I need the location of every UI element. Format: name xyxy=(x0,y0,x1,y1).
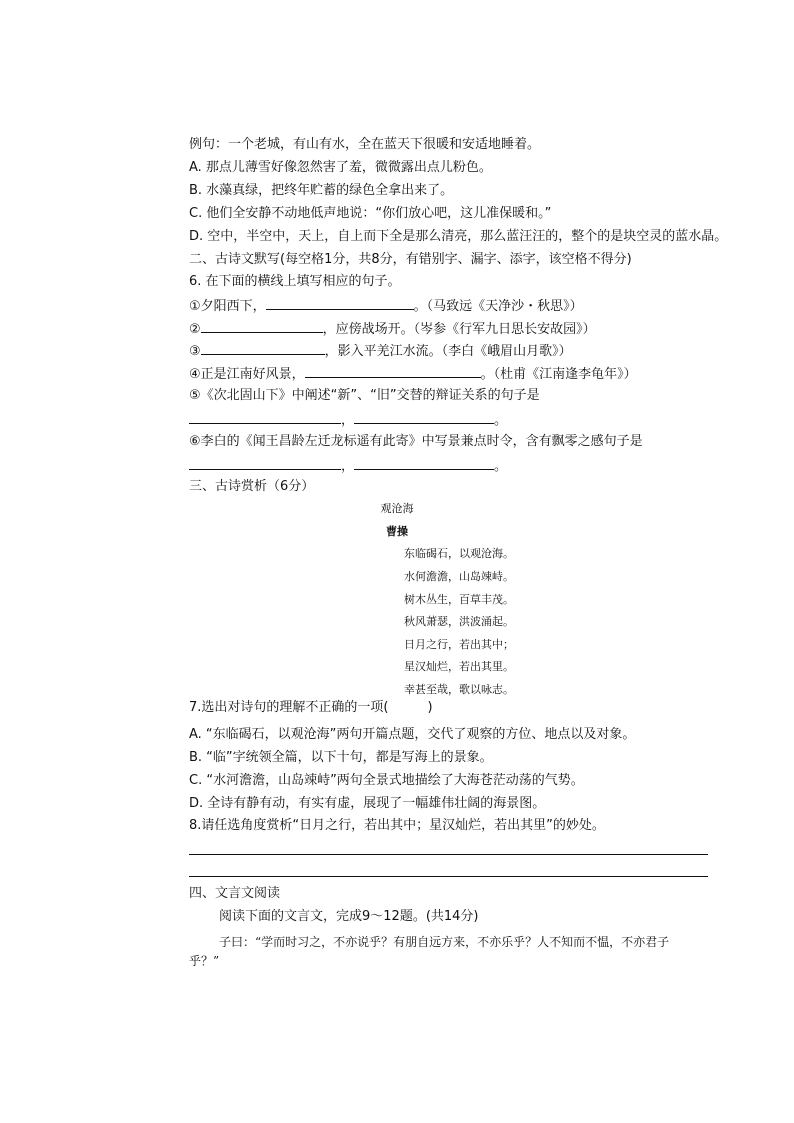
example-option-a: A. 那点儿薄雪好像忽然害了羞，微微露出点儿粉色。 xyxy=(189,160,492,175)
example-option-c: C. 他们全安静不动地低声地说：“你们放心吧，这儿准保暖和。” xyxy=(189,206,552,221)
answer-blank[interactable] xyxy=(354,410,494,424)
section3-title: 三、古诗赏析（6分） xyxy=(189,479,315,494)
fill-item-3 xyxy=(189,341,572,361)
poem-line: 星汉灿烂，若出其里。 xyxy=(404,660,514,673)
fill-item-5-blanks xyxy=(189,410,507,430)
answer-blank[interactable] xyxy=(305,364,481,378)
fill-item-2-post: ，应傍战场开。（岑参《行军九日思长安故园》） xyxy=(322,322,596,337)
fill-item-4-post: 。（杜甫《江南逢李龟年》） xyxy=(480,367,637,382)
example-option-b: B. 水藻真绿，把终年贮蓄的绿色全拿出来了。 xyxy=(189,183,454,198)
q7-option-c: C. “水河澹澹，山岛竦峙”两句全景式地描绘了大海苍茫动荡的气势。 xyxy=(189,773,584,788)
question-8: 8.请任选角度赏析“日月之行，若出其中；星汉灿烂，若出其里”的妙处。 xyxy=(189,818,605,833)
q7-option-a: A. “东临碣石，以观沧海”两句开篇点题，交代了观察的方位、地点以及对象。 xyxy=(189,727,636,742)
q7-option-b: B. “临”字统领全篇，以下十句，都是写海上的景象。 xyxy=(189,750,493,765)
fill-item-4-pre: ④正是江南好风景， xyxy=(189,367,305,382)
classical-text-line: 子曰：“学而时习之，不亦说乎？有朋自远方来，不亦乐乎？人不知而不愠，不亦君子 xyxy=(219,935,670,949)
example-option-d: D. 空中，半空中，天上，自上而下全是那么清亮，那么蓝汪汪的，整个的是块空灵的蓝水晶。 xyxy=(189,229,728,244)
fill-item-6-prompt: ⑥李白的《闻王昌龄左迁龙标遥有此寄》中写景兼点时令，含有飘零之感句子是 xyxy=(189,434,643,449)
poem-line: 日月之行，若出其中； xyxy=(404,638,514,651)
q7-option-d: D. 全诗有静有动，有实有虚，展现了一幅雄伟壮阔的海景图。 xyxy=(189,796,546,811)
fill-item-5-prompt: ⑤《次北固山下》中阐述“新”、“旧”交替的辩证关系的句子是 xyxy=(189,388,540,403)
answer-blank[interactable] xyxy=(266,296,414,310)
poem-author: 曹操 xyxy=(386,525,408,538)
answer-blank[interactable] xyxy=(201,319,323,333)
poem-line: 秋风萧瑟，洪波涌起。 xyxy=(404,615,514,628)
period: 。 xyxy=(494,459,508,474)
fill-item-1 xyxy=(189,296,583,316)
poem-line: 树木丛生，百草丰茂。 xyxy=(404,593,514,606)
fill-item-4 xyxy=(189,364,637,384)
example-intro: 例句：一个老城，有山有水，全在蓝天下很暖和安适地睡着。 xyxy=(189,137,541,152)
poem-line: 东临碣石，以观沧海。 xyxy=(404,547,514,560)
fill-item-1-pre: ①夕阳西下， xyxy=(189,299,266,314)
fill-item-6-blanks xyxy=(189,456,507,476)
answer-blank[interactable] xyxy=(189,410,341,424)
fill-item-2-pre: ② xyxy=(189,322,201,337)
question-6: 6. 在下面的横线上填写相应的句子。 xyxy=(189,274,401,289)
fill-item-3-pre: ③ xyxy=(189,344,201,359)
period: 。 xyxy=(494,413,508,428)
answer-line[interactable] xyxy=(189,876,708,877)
fill-item-1-post: 。（马致远《天净沙・秋思》） xyxy=(413,299,583,314)
answer-blank[interactable] xyxy=(189,456,341,470)
poem-line: 水何澹澹，山岛竦峙。 xyxy=(404,570,514,583)
fill-item-2 xyxy=(189,319,596,339)
comma: ， xyxy=(341,413,355,428)
section4-title: 四、文言文阅读 xyxy=(189,886,281,901)
poem-line: 幸甚至哉，歌以咏志。 xyxy=(404,683,514,696)
question-7: 7.选出对诗句的理解不正确的一项( ) xyxy=(189,700,433,715)
fill-item-3-post: ，影入平羌江水流。（李白《峨眉山月歌》） xyxy=(324,344,572,359)
answer-line[interactable] xyxy=(189,854,708,855)
section4-instruction: 阅读下面的文言文，完成9～12题。(共14分) xyxy=(219,909,479,924)
poem-title: 观沧海 xyxy=(380,502,414,515)
classical-text-line: 乎？” xyxy=(189,954,220,968)
comma: ， xyxy=(341,459,355,474)
answer-blank[interactable] xyxy=(354,456,494,470)
answer-blank[interactable] xyxy=(201,341,325,355)
section2-title: 二、古诗文默写(每空格1分，共8分，有错别字、漏字、添字，该空格不得分) xyxy=(189,252,632,267)
